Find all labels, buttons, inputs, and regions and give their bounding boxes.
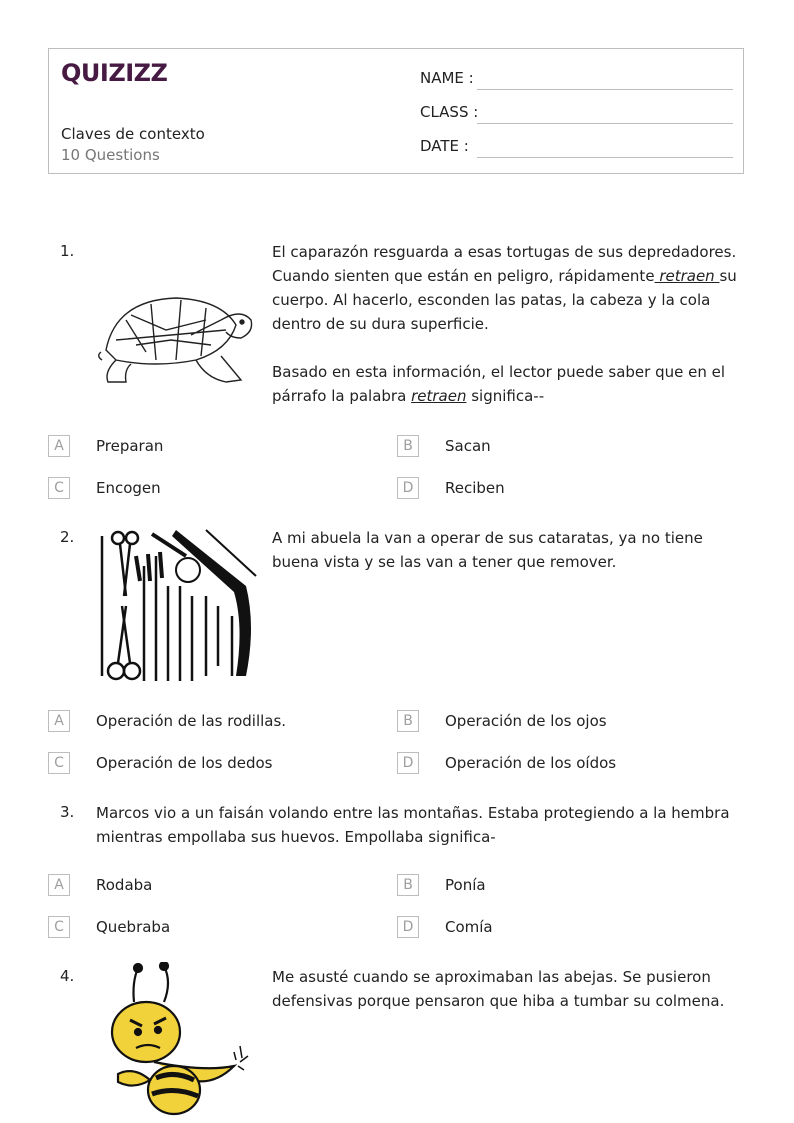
q3-option-b-text[interactable]: Ponía bbox=[445, 876, 486, 894]
q3-option-a-text[interactable]: Rodaba bbox=[96, 876, 153, 894]
date-line[interactable] bbox=[477, 157, 733, 158]
turtle-icon bbox=[96, 290, 256, 410]
name-label: NAME : bbox=[420, 69, 474, 87]
angry-bee-icon bbox=[94, 962, 258, 1120]
q3-option-c-box[interactable]: C bbox=[48, 916, 70, 938]
question-1-number: 1. bbox=[60, 242, 75, 260]
question-count: 10 Questions bbox=[61, 146, 160, 164]
q1-option-c-text[interactable]: Encogen bbox=[96, 479, 161, 497]
question-1-paragraph-1 bbox=[272, 240, 746, 336]
q2-option-b-box[interactable]: B bbox=[397, 710, 419, 732]
question-1-text bbox=[272, 240, 746, 408]
date-label: DATE : bbox=[420, 137, 469, 155]
question-3-text: Marcos vio a un faisán volando entre las montañas. Estaba protegiendo a la hembra mientras empollaba sus huevos. Empollaba significa- bbox=[96, 804, 730, 846]
q2-option-c-text[interactable]: Operación de los dedos bbox=[96, 754, 273, 772]
q1-option-b-box[interactable]: B bbox=[397, 435, 419, 457]
q2-option-a-box[interactable]: A bbox=[48, 710, 70, 732]
question-3-number: 3. bbox=[60, 803, 75, 821]
q2-option-a-text[interactable]: Operación de las rodillas. bbox=[96, 712, 287, 730]
q1-p2-after: significa-- bbox=[466, 387, 545, 405]
question-2-text: A mi abuela la van a operar de sus cataratas, ya no tiene buena vista y se las van a tener que remover. bbox=[272, 529, 703, 571]
q1-p1-word: retraen bbox=[654, 267, 720, 285]
q3-option-c-text[interactable]: Quebraba bbox=[96, 918, 171, 936]
question-2-number: 2. bbox=[60, 528, 75, 546]
class-label: CLASS : bbox=[420, 103, 479, 121]
worksheet-header bbox=[48, 48, 744, 174]
q3-option-a-box[interactable]: A bbox=[48, 874, 70, 896]
q1-p1-before: El caparazón resguarda a esas tortugas de sus depredadores. Cuando sienten que están en peligro, rápidamente bbox=[272, 243, 737, 285]
q1-option-c-box[interactable]: C bbox=[48, 477, 70, 499]
worksheet-title: Claves de contexto bbox=[61, 125, 205, 143]
q1-option-d-box[interactable]: D bbox=[397, 477, 419, 499]
q2-option-d-box[interactable]: D bbox=[397, 752, 419, 774]
q3-option-d-box[interactable]: D bbox=[397, 916, 419, 938]
q1-p2-before: Basado en esta información, el lector puede saber que en el párrafo la palabra bbox=[272, 363, 726, 405]
q1-p1-after: su cuerpo. Al hacerlo, esconden las patas, la cabeza y la cola dentro de su dura superficie. bbox=[272, 267, 737, 333]
q2-option-c-box[interactable]: C bbox=[48, 752, 70, 774]
q3-option-d-text[interactable]: Comía bbox=[445, 918, 493, 936]
class-line[interactable] bbox=[477, 123, 733, 124]
question-4-number: 4. bbox=[60, 967, 75, 985]
q1-option-d-text[interactable]: Reciben bbox=[445, 479, 505, 497]
q1-option-a-text[interactable]: Preparan bbox=[96, 437, 164, 455]
q1-p2-word: retraen bbox=[411, 387, 467, 405]
q3-option-b-box[interactable]: B bbox=[397, 874, 419, 896]
question-4-text: Me asusté cuando se aproximaban las abejas. Se pusieron defensivas porque pensaron que hiba a tumbar su colmena. bbox=[272, 968, 725, 1010]
surgical-tools-icon bbox=[96, 526, 258, 686]
question-1-paragraph-2 bbox=[272, 360, 746, 408]
quizizz-logo: QUIZIZZ bbox=[61, 59, 168, 87]
q2-option-b-text[interactable]: Operación de los ojos bbox=[445, 712, 607, 730]
q2-option-d-text[interactable]: Operación de los oídos bbox=[445, 754, 617, 772]
q1-option-a-box[interactable]: A bbox=[48, 435, 70, 457]
name-line[interactable] bbox=[477, 89, 733, 90]
q1-option-b-text[interactable]: Sacan bbox=[445, 437, 491, 455]
